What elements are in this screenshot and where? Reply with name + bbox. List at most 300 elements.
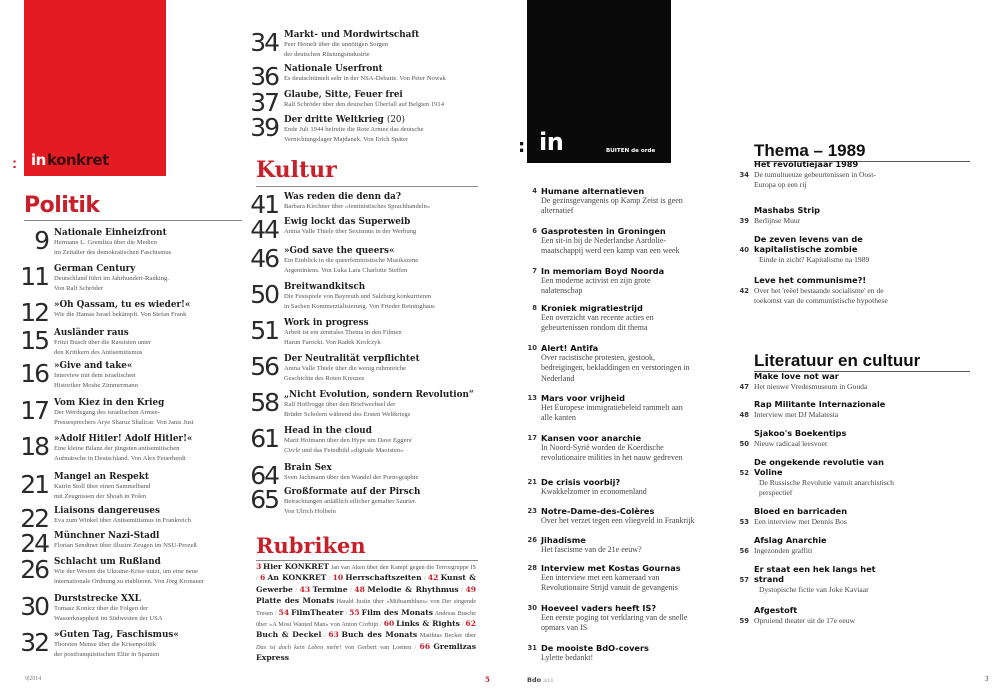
toc-entry[interactable] xyxy=(238,90,484,115)
toc-page-number: 40 xyxy=(739,245,749,254)
toc-entry[interactable] xyxy=(724,400,924,420)
toc-entry[interactable] xyxy=(724,372,924,392)
toc-entry-title: Gasprotesten in Groningen xyxy=(541,226,666,236)
toc-entry-title: »Give and take« xyxy=(54,361,133,371)
toc-entry-desc: Harun Farocki. Von Radek Krolczyk xyxy=(284,338,381,346)
toc-entry-body xyxy=(54,472,254,501)
separator: / xyxy=(423,575,426,583)
toc-entry-desc: Betrachtungen anläßlich etlicher gemalter Saurier. xyxy=(284,498,417,505)
toc-entry-desc: alternatief xyxy=(541,206,574,216)
toc-page-number: 4 xyxy=(532,187,537,195)
toc-entry-desc: Hermann L. Gremliza über die Medien xyxy=(54,239,157,246)
toc-page-number: 24 xyxy=(20,529,48,558)
toc-page-number: 16 xyxy=(20,359,48,388)
toc-page-number: 57 xyxy=(739,575,749,584)
separator: / xyxy=(274,609,277,617)
toc-entry[interactable] xyxy=(8,557,254,586)
toc-entry-desc: Katrin Stoll über einen Sammelband xyxy=(54,483,151,490)
toc-entry-desc: Ingezonden graffiti xyxy=(754,545,813,555)
toc-entry-title: Het revolutiejaar 1989 xyxy=(754,159,859,169)
toc-entry-desc: internationale Ordnung zu etablieren. Von Jörg Kronauer xyxy=(54,577,204,585)
toc-entry-title-suffix: (20) xyxy=(386,115,405,125)
masthead-tagline: BUITEN de orde xyxy=(606,148,656,154)
toc-entry-line xyxy=(724,546,924,556)
toc-page-number: 34 xyxy=(739,170,749,179)
toc-entry[interactable] xyxy=(513,603,687,634)
toc-entry-body xyxy=(54,531,254,551)
rubrik-item[interactable] xyxy=(333,575,422,582)
toc-entry-desc: Europa op een rij xyxy=(754,179,807,189)
toc-entry[interactable] xyxy=(513,506,695,526)
toc-entry-desc: Tomasz Konicz über die Folgen der xyxy=(54,605,149,612)
rubrik-page: 62 xyxy=(465,619,476,629)
toc-entry-body xyxy=(54,264,254,293)
toc-page-number: 13 xyxy=(527,394,537,402)
toc-page-number: 22 xyxy=(20,504,48,533)
rubrik-page: 3 xyxy=(256,562,262,571)
rubrik-title: Hier KONKRET xyxy=(263,562,330,571)
toc-entry-title: Durststrecke XXL xyxy=(54,594,141,604)
toc-entry-title: Bloed en barricaden xyxy=(754,506,848,516)
toc-entry-title: De ongekende revolutie van xyxy=(754,457,884,467)
toc-entry-desc: Eine kleine Bilanz der jüngsten antisemitischen xyxy=(54,445,180,452)
toc-entry-body xyxy=(284,217,484,237)
toc-entry[interactable] xyxy=(238,390,484,419)
toc-entry[interactable] xyxy=(724,235,929,265)
toc-entry-body xyxy=(541,603,687,634)
toc-entry-body xyxy=(541,433,683,464)
toc-entry-body xyxy=(284,192,484,212)
toc-entry-title: De zeven levens van de xyxy=(754,234,863,244)
masthead-colon: : xyxy=(12,155,17,172)
toc-entry-line xyxy=(724,517,924,527)
toc-page-number: 50 xyxy=(250,280,278,309)
toc-entry-body xyxy=(541,643,649,663)
toc-entry-title: Nationale Einheizfront xyxy=(54,228,167,238)
toc-entry-desc: Einde in zicht? Kapitalisme na 1989 xyxy=(759,254,870,264)
toc-entry-title: Breitwandkitsch xyxy=(284,282,366,292)
toc-entry-title: Make love not war xyxy=(754,371,839,381)
toc-entry-desc: In Noord-Syrië worden de Koerdische xyxy=(541,443,664,452)
toc-entry-desc: Wie die Hamas Israel bekämpft. Von Stefan Frank xyxy=(54,311,187,318)
toc-page-number: 8 xyxy=(532,304,537,312)
toc-entry-body xyxy=(54,228,254,257)
toc-entry-desc: Revolutionaire Strijd vanuit de gevangenis xyxy=(541,583,678,593)
rubrik-desc: Andreas Busche über »A Most Wanted Man« von Anton Corbijn xyxy=(256,609,477,629)
toc-entry[interactable] xyxy=(8,472,254,501)
toc-entry-desc: in Sachen Kommerzialisierung. Von Frieder Reininghaus xyxy=(284,302,435,310)
rubrik-title: Termine xyxy=(312,584,348,594)
toc-entry[interactable] xyxy=(238,64,484,89)
toc-entry-desc: Peer Heinelt über die unnötigen Sorgen xyxy=(284,41,389,48)
toc-page-number: 23 xyxy=(527,507,537,515)
rubrik-item[interactable] xyxy=(354,584,459,594)
toc-entry-desc: toekomst van de communistische hypothese xyxy=(754,295,888,305)
toc-entry[interactable] xyxy=(724,206,924,226)
toc-entry-body xyxy=(54,300,254,320)
toc-entry-body xyxy=(284,64,484,84)
separator: / xyxy=(350,586,352,594)
toc-entry-desc: Es deutschtümelt sehr in der NSA-Debatte. Von Peter Nowak xyxy=(284,75,446,82)
toc-entry[interactable] xyxy=(238,192,484,217)
toc-entry-desc: Arbeit ist ein zentrales Thema in den Filmen xyxy=(284,329,402,336)
rubrik-item[interactable] xyxy=(256,564,476,571)
rubrik-title: Melodie & Rhythmus xyxy=(367,584,459,594)
toc-entry-desc: Nederland xyxy=(541,373,575,383)
toc-entry-body xyxy=(541,186,683,217)
toc-entry[interactable] xyxy=(8,328,254,357)
toc-entry-body xyxy=(284,487,484,516)
toc-entry-desc: Geschichte des Roten Kreuzes xyxy=(284,374,365,382)
rubrik-title: Links & Rights xyxy=(396,619,460,629)
toc-entry-title: De crisis voorbij? xyxy=(541,477,621,487)
toc-page-number: 31 xyxy=(527,644,537,652)
toc-entry-title: Großformate auf der Pirsch xyxy=(284,487,421,497)
rubriken-list xyxy=(256,562,476,665)
toc-entry-body xyxy=(541,535,642,555)
toc-page-number: 61 xyxy=(250,424,278,453)
toc-entry-desc: Wie der Westen die Ukraine-Krise nutzt, um eine neue xyxy=(54,568,198,575)
toc-entry-line xyxy=(724,575,929,585)
toc-entry-body xyxy=(541,303,654,334)
toc-entry-body xyxy=(284,354,484,383)
toc-page-number: 39 xyxy=(739,216,749,225)
toc-entry[interactable] xyxy=(513,343,690,384)
toc-page-number: 9 xyxy=(34,226,48,255)
toc-entry-body xyxy=(54,630,254,659)
toc-entry[interactable] xyxy=(724,565,929,595)
toc-entry[interactable] xyxy=(8,264,254,293)
toc-entry[interactable] xyxy=(238,30,484,59)
rubrik-desc: Harald Justin über »Mühsamblues« von Der singende Tresen xyxy=(256,598,477,617)
rubrik-item[interactable] xyxy=(299,584,348,594)
toc-entry-desc: revolutionaire milities in het nauw gedreven xyxy=(541,453,683,463)
masthead-brand: konkret xyxy=(47,151,109,169)
toc-page-number: 10 xyxy=(527,344,537,352)
toc-page-number: 17 xyxy=(20,396,48,425)
toc-entry-title: Kroniek migratiestrijd xyxy=(541,303,643,313)
toc-entry-body xyxy=(541,393,683,424)
toc-entry-desc: Lylette bedankt! xyxy=(541,653,594,662)
toc-entry-title: Jihadisme xyxy=(541,535,586,545)
toc-page-number: 50 xyxy=(739,439,749,448)
section-divider xyxy=(24,220,242,221)
toc-entry-desc: alle kanten xyxy=(541,413,576,423)
toc-entry-body xyxy=(54,594,254,623)
toc-entry-desc: De Russische Revolutie vanuit anarchistisch xyxy=(759,477,894,487)
rubrik-item[interactable] xyxy=(278,607,344,617)
toc-entry-body xyxy=(541,563,681,594)
toc-page-number: 47 xyxy=(739,382,749,391)
toc-entry-desc: der postfranquistischen Elite in Spanien xyxy=(54,650,160,658)
toc-entry-title: »Oh Qassam, tu es wieder!« xyxy=(54,300,191,310)
toc-entry[interactable] xyxy=(513,477,647,497)
toc-entry-body xyxy=(284,115,484,144)
toc-entry-title: Münchner Nazi-Stadl xyxy=(54,531,160,541)
rubrik-title: Buch & Deckel xyxy=(256,630,322,640)
rubrik-page: 43 xyxy=(299,584,311,594)
toc-entry-title: Work in progress xyxy=(284,318,369,328)
toc-page-number: 6 xyxy=(532,227,537,235)
footer-brand: Bdo xyxy=(527,676,542,684)
toc-entry[interactable] xyxy=(238,487,484,516)
toc-entry-line xyxy=(724,382,924,392)
toc-entry-title: Ausländer raus xyxy=(54,328,129,338)
toc-entry-desc: Sven Jachmann über den Wandel der Pornographie xyxy=(284,474,419,481)
toc-entry-title: Notre-Dame-des-Colères xyxy=(541,506,655,516)
rubrik-page: 63 xyxy=(328,630,339,640)
toc-entry-desc: Argentiniens. Von Luka Lara Charlotte Steffen xyxy=(284,266,408,274)
separator: / xyxy=(345,609,348,617)
toc-page-number: 21 xyxy=(20,470,48,499)
toc-entry-desc: Het nieuwe Vredesmuseum in Gouda xyxy=(754,381,868,391)
toc-entry-title: »God save the queers« xyxy=(284,246,395,256)
toc-entry-title: Er staat een hek langs het xyxy=(754,564,876,574)
toc-entry-line xyxy=(724,216,924,226)
rubrik-desc: Jan van Aken über den Kampf gegen die Terrorgruppe IS xyxy=(330,564,477,571)
toc-entry-desc: Barbara Kirchner über »feministisches Sprachhandeln« xyxy=(284,203,431,210)
page-number: 3 xyxy=(985,675,989,683)
rubrik-title: Platte des Monats xyxy=(256,596,335,606)
toc-entry-title: Voline xyxy=(754,466,783,477)
toc-entry-line xyxy=(724,410,924,420)
toc-entry-body xyxy=(541,226,680,257)
toc-entry-desc: opmars van IS xyxy=(541,623,588,633)
toc-entry-title: Humane alternatieven xyxy=(541,186,645,196)
toc-entry-desc: Nieuw radicaal leesvoer xyxy=(754,438,828,448)
toc-entry-desc: Ralf Hoffrogge über den Briefwechsel der xyxy=(284,401,396,408)
toc-entry-desc: Ralf Schröder über den deutschen Überfall auf Belgien 1914 xyxy=(284,101,445,108)
toc-entry-desc: der deutschen Rüstungsindustrie xyxy=(284,50,370,58)
toc-entry-desc: Pressesprechers Arye Sharuz Shalicar. Von Janis Just xyxy=(54,418,194,426)
toc-entry[interactable] xyxy=(8,506,254,531)
toc-page-number: 64 xyxy=(250,461,278,490)
section-heading-thema: Thema – 1989 xyxy=(754,141,866,160)
toc-entry-desc: Wasserknappheit im Südwesten der USA xyxy=(54,614,163,622)
toc-entry-title: De mooiste BdO-covers xyxy=(541,643,649,653)
rubrik-title: Gremlizas Express xyxy=(256,641,477,663)
toc-entry-title: Rap Militante Internazionale xyxy=(754,399,886,409)
toc-entry-title: Was reden die denn da? xyxy=(284,192,402,202)
toc-entry-title: Hoeveel vaders heeft IS? xyxy=(541,603,657,613)
toc-entry[interactable] xyxy=(8,300,254,325)
rubrik-page: 55 xyxy=(349,607,360,617)
separator: / xyxy=(380,621,382,629)
toc-entry[interactable] xyxy=(513,643,649,663)
toc-entry-title: Afslag Anarchie xyxy=(754,535,827,545)
toc-entry-desc: maatschappij werd een kamp van een week xyxy=(541,246,680,256)
toc-entry-desc: Deutschland führt im Jahrhundert-Ranking. xyxy=(54,275,169,282)
toc-entry-body xyxy=(541,477,647,497)
toc-entry-body xyxy=(54,398,254,427)
toc-entry[interactable] xyxy=(513,535,642,555)
toc-entry[interactable] xyxy=(238,318,484,347)
toc-page-number: 17 xyxy=(527,434,537,442)
toc-entry-title: Mangel an Respekt xyxy=(54,472,149,482)
toc-entry-desc: Eva zum Winkel über Antisemitismus in Frankreich xyxy=(54,517,191,524)
toc-entry-desc: Marit Hofmann über den Hype um Dave Eggers' xyxy=(284,437,413,444)
toc-entry-desc: bedreigingen, bekladdingen en verstoringen in xyxy=(541,363,690,373)
section-divider xyxy=(256,560,478,561)
toc-page-number: 18 xyxy=(20,432,48,461)
toc-page-number: 51 xyxy=(250,316,278,345)
toc-entry-title: Kansen voor anarchie xyxy=(541,433,642,443)
toc-entry-desc: Opruiend theater uit de 17e eeuw xyxy=(754,615,855,625)
toc-entry-body xyxy=(54,361,254,390)
toc-entry-body xyxy=(284,463,484,483)
toc-entry-title: Der dritte Weltkrieg (20) xyxy=(284,115,405,125)
toc-entry-desc: Fritzi Busch über die Rassisten unter xyxy=(54,339,152,346)
rubrik-desc: Matthias Becker über xyxy=(419,632,477,640)
toc-entry[interactable] xyxy=(724,507,924,527)
toc-entry-desc: Over het 'reëel bestaande socialisme' en de xyxy=(754,285,884,295)
toc-entry-body xyxy=(284,282,484,311)
toc-entry-line xyxy=(724,296,924,306)
toc-entry-desc: Dystopische fictie van Joke Kaviaar xyxy=(759,584,869,594)
toc-page-number: 32 xyxy=(20,628,48,657)
toc-entry[interactable] xyxy=(8,361,254,390)
toc-entry[interactable] xyxy=(238,246,484,275)
toc-page-number: 41 xyxy=(250,190,278,219)
toc-entry-desc: Een interview met Dennis Bos xyxy=(754,516,847,526)
toc-entry[interactable] xyxy=(8,594,254,623)
toc-entry[interactable] xyxy=(513,266,664,297)
toc-page-number: 48 xyxy=(739,410,749,419)
toc-entry-desc: Von Ralf Schröder xyxy=(54,284,103,292)
rubrik-book-title: Das ist doch kein Leben mehr! xyxy=(256,643,342,651)
toc-entry-desc: Der Werdegang des israelischen Armee- xyxy=(54,409,160,416)
toc-entry[interactable] xyxy=(724,458,929,498)
toc-entry[interactable] xyxy=(513,226,680,257)
toc-entry-desc: De gezinsgevangenis op Kamp Zeist is geen xyxy=(541,196,683,205)
toc-entry-desc: Het fascisme van de 21e eeuw? xyxy=(541,545,642,554)
toc-entry[interactable] xyxy=(238,217,484,242)
toc-entry-desc: Ende Juli 1944 befreite die Rote Armee das deutsche xyxy=(284,126,424,133)
toc-page-number: 26 xyxy=(20,555,48,584)
toc-entry-desc: Interview met DJ Malatesta xyxy=(754,409,839,419)
toc-entry[interactable] xyxy=(8,398,254,427)
toc-entry-title: Leve het communisme?! xyxy=(754,275,867,285)
toc-entry[interactable] xyxy=(513,393,683,424)
toc-entry-desc: Thorsten Mense über die Krisenpolitik xyxy=(54,641,157,648)
toc-entry[interactable] xyxy=(238,426,484,455)
rubrik-page: 6 xyxy=(259,573,266,583)
toc-entry-title: Afgestoft xyxy=(754,605,798,615)
toc-entry-desc: den Kritikern des Antisemitismus xyxy=(54,348,143,356)
rubrik-title: Herrschaftszeiten xyxy=(345,573,422,583)
section-heading-politik: Politik xyxy=(24,193,100,218)
toc-entry-title: Interview met Kostas Gournas xyxy=(541,563,681,573)
toc-page-number: 44 xyxy=(250,215,278,244)
rubrik-title: Buch des Monats xyxy=(341,630,418,640)
toc-entry[interactable] xyxy=(8,630,254,659)
toc-entry-desc: Het Europese immigratiebeleid rammelt aan xyxy=(541,403,683,412)
toc-entry-body xyxy=(284,318,484,347)
toc-entry-title: Brain Sex xyxy=(284,463,332,473)
toc-entry[interactable] xyxy=(238,282,484,311)
toc-entry[interactable] xyxy=(8,531,254,556)
toc-entry-desc: Over racistische protesten, gestook, xyxy=(541,353,655,362)
toc-page-number: 12 xyxy=(20,298,48,327)
rubrik-page: 49 xyxy=(465,584,477,594)
separator: / xyxy=(256,575,258,583)
toc-entry-body xyxy=(284,246,484,275)
toc-entry-title: Vom Kiez in den Krieg xyxy=(54,398,165,408)
toc-entry[interactable] xyxy=(8,228,254,257)
toc-entry-line xyxy=(724,616,924,626)
toc-page-number: 26 xyxy=(527,536,537,544)
toc-entry-desc: Ein Einblick in die queerfeministische Musikszene xyxy=(284,257,419,264)
toc-entry-title: „Nicht Evolution, sondern Revolution“ xyxy=(284,390,474,400)
toc-page-number: 21 xyxy=(527,478,537,486)
toc-entry-line xyxy=(724,439,924,449)
toc-entry[interactable] xyxy=(724,606,924,626)
toc-page-number: 39 xyxy=(250,113,278,142)
toc-entry[interactable] xyxy=(513,433,683,464)
toc-entry-desc: Florian Sendtner über illustre Zeugen im NSU-Prozeß xyxy=(54,542,197,549)
toc-page-number: 34 xyxy=(250,28,278,57)
toc-entry-body xyxy=(54,506,254,526)
toc-entry-body xyxy=(284,90,484,110)
toc-entry-desc: mit Zeugnissen der Shoah in Polen xyxy=(54,492,147,500)
issue-label: 9|2014 xyxy=(25,676,42,682)
toc-entry-desc: Von Ulrich Holbein xyxy=(284,507,336,515)
toc-entry[interactable] xyxy=(724,429,924,449)
toc-entry[interactable] xyxy=(513,563,681,594)
toc-entry-body xyxy=(284,426,484,455)
separator: / xyxy=(295,586,298,594)
separator: / xyxy=(461,586,463,594)
toc-page-number: 15 xyxy=(20,326,48,355)
toc-entry[interactable] xyxy=(238,354,484,383)
toc-page-number: 37 xyxy=(250,88,278,117)
toc-entry[interactable] xyxy=(513,186,683,217)
toc-entry-desc: Een sit-in bij de Nederlandse Aardolie- xyxy=(541,236,667,245)
toc-entry-desc: im Zeitalter des demokratischen Faschismus xyxy=(54,248,172,256)
rubrik-page: 60 xyxy=(383,619,395,629)
toc-entry-title: Mashabs Strip xyxy=(754,205,820,215)
toc-entry[interactable] xyxy=(513,303,654,334)
toc-entry[interactable] xyxy=(8,434,254,463)
toc-entry-desc: Een interview met een kameraad van xyxy=(541,573,660,582)
rubrik-page: 10 xyxy=(332,573,344,583)
separator: / xyxy=(461,621,464,629)
toc-entry[interactable] xyxy=(724,536,924,556)
toc-entry-title: Ewig lockt das Superweib xyxy=(284,217,411,227)
toc-page-number: 30 xyxy=(20,592,48,621)
rubrik-title: Kunst & Gewerbe xyxy=(256,573,476,594)
toc-entry[interactable] xyxy=(724,276,924,306)
toc-entry[interactable] xyxy=(724,160,924,190)
rubrik-page: 54 xyxy=(278,607,290,617)
toc-entry-desc: Interview mit dem israelischen xyxy=(54,372,136,379)
toc-entry-title: German Century xyxy=(54,264,136,274)
toc-page-number: 28 xyxy=(527,564,537,572)
toc-entry-desc: Een moderne activist en zijn grote xyxy=(541,276,651,285)
toc-entry[interactable] xyxy=(238,115,484,144)
toc-entry-title: »Guten Tag, Faschismus« xyxy=(54,630,179,640)
toc-page-number: 53 xyxy=(739,517,749,526)
toc-entry-body xyxy=(541,266,664,297)
rubrik-title: An KONKRET xyxy=(267,573,327,583)
toc-entry-body xyxy=(541,506,695,526)
rubrik-title: Film des Monats xyxy=(361,607,433,617)
rubrik-item[interactable] xyxy=(260,575,326,582)
rubrik-item[interactable] xyxy=(384,621,460,628)
toc-entry-desc: Anina Valle Thiele über Sexismus in der Werbung xyxy=(284,228,417,235)
toc-entry-desc: Kwakkelzomer in economenland xyxy=(541,487,647,496)
toc-page-number: 42 xyxy=(739,286,749,295)
